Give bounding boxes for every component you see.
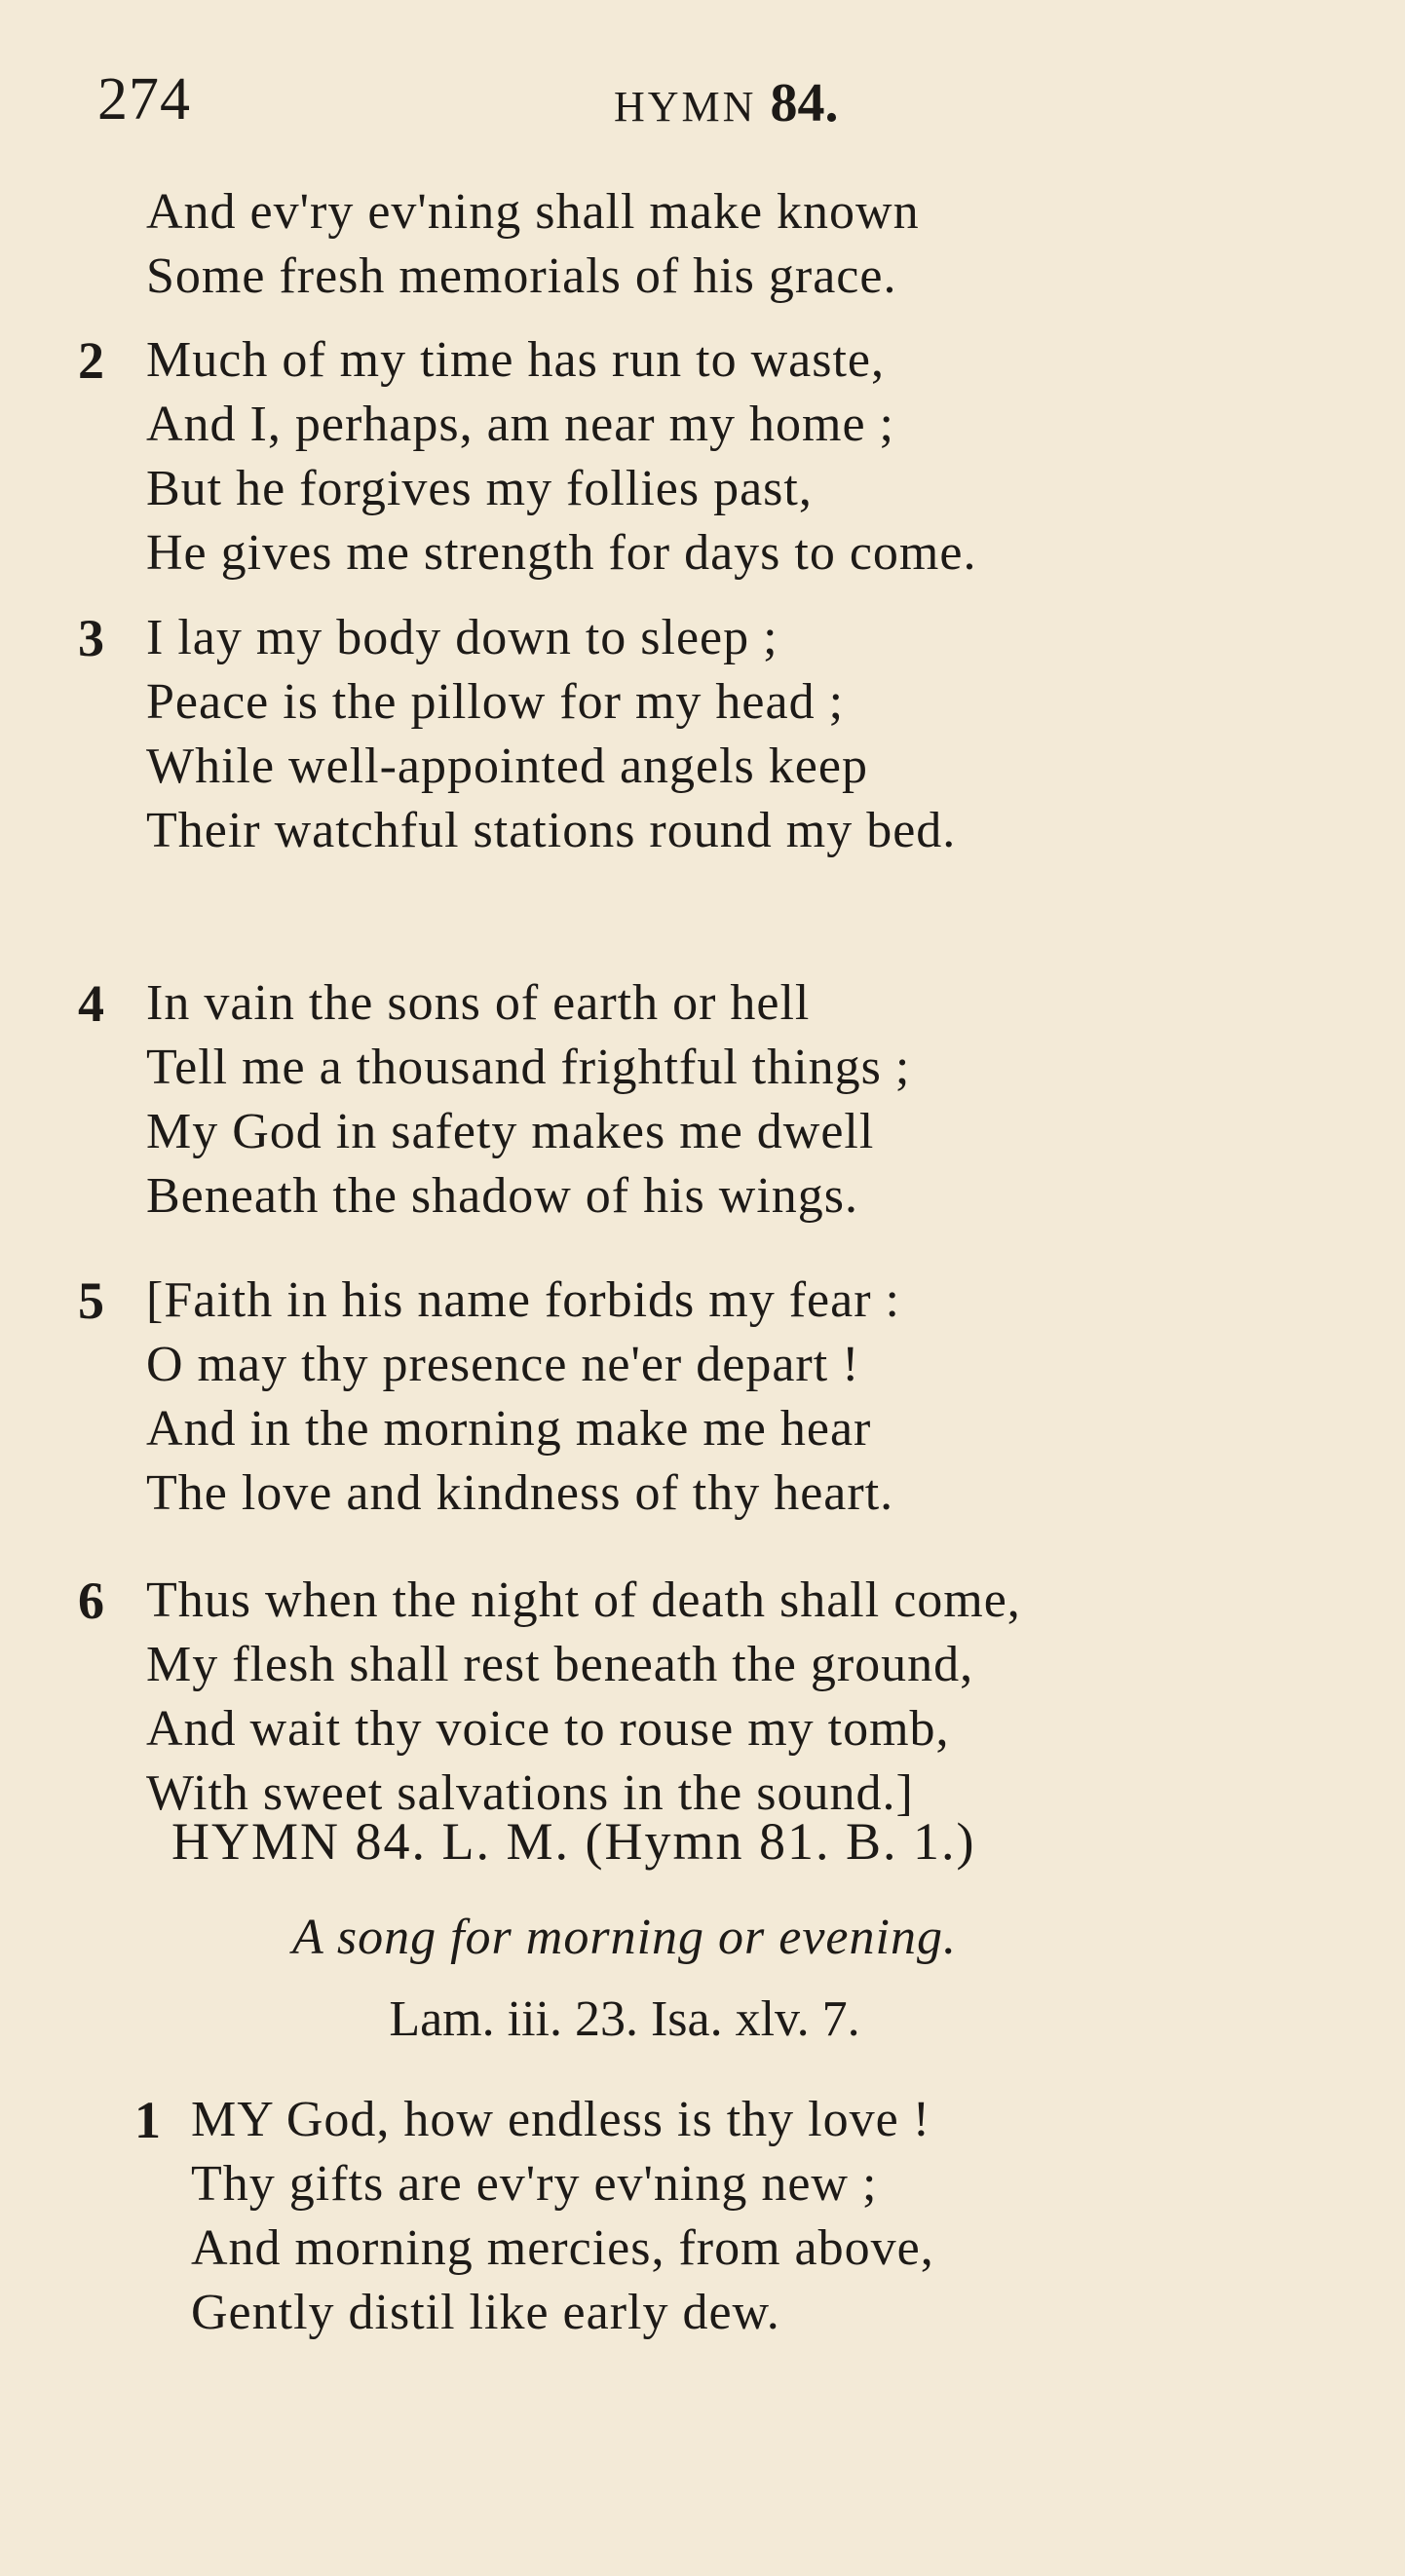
verse-line: In vain the sons of earth or hell <box>146 975 811 1031</box>
stanza-number: 3 <box>78 609 104 667</box>
verse-line: Thy gifts are ev'ry ev'ning new ; <box>191 2156 878 2212</box>
verse-line: Thus when the night of death shall come, <box>146 1572 1021 1628</box>
verse-line: And in the morning make me hear <box>146 1401 872 1457</box>
verse-line: And ev'ry ev'ning shall make known <box>146 184 920 240</box>
verse-line: My flesh shall rest beneath the ground, <box>146 1637 974 1692</box>
verse-line: With sweet salvations in the sound.] <box>146 1765 914 1821</box>
verse-line: Tell me a thousand frightful things ; <box>146 1040 911 1095</box>
verse-line: The love and kindness of thy heart. <box>146 1465 894 1521</box>
verse-line: And wait thy voice to rouse my tomb, <box>146 1701 950 1757</box>
running-title: HYMN 84. <box>614 73 839 133</box>
verse-line: While well-appointed angels keep <box>146 739 868 794</box>
verse-line: Beneath the shadow of his wings. <box>146 1168 859 1224</box>
scripture-reference: Lam. iii. 23. Isa. xlv. 7. <box>389 1991 860 2047</box>
stanza-number: 5 <box>78 1271 104 1330</box>
hymn-subtitle: A song for morning or evening. <box>292 1910 957 1965</box>
verse-line: Gently distil like early dew. <box>191 2285 780 2340</box>
verse-line: Their watchful stations round my bed. <box>146 803 957 858</box>
stanza-number: 4 <box>78 974 104 1033</box>
verse-line: O may thy presence ne'er depart ! <box>146 1337 860 1392</box>
verse-line: I lay my body down to sleep ; <box>146 610 778 665</box>
verse-line: And I, perhaps, am near my home ; <box>146 397 895 452</box>
verse-line: And morning mercies, from above, <box>191 2220 934 2276</box>
verse-line: Some fresh memorials of his grace. <box>146 248 897 304</box>
verse-line: But he forgives my follies past, <box>146 461 813 516</box>
verse-line: [Faith in his name forbids my fear : <box>146 1272 900 1328</box>
stanza-number: 6 <box>78 1572 104 1630</box>
stanza-number: 1 <box>134 2091 161 2149</box>
page-number: 274 <box>97 66 191 133</box>
verse-line: Much of my time has run to waste, <box>146 332 885 388</box>
running-header <box>0 60 1405 138</box>
stanza-number: 2 <box>78 331 104 390</box>
verse-line: Peace is the pillow for my head ; <box>146 674 845 730</box>
verse-line: My God in safety makes me dwell <box>146 1104 875 1159</box>
verse-line: He gives me strength for days to come. <box>146 525 977 581</box>
verse-line: MY God, how endless is thy love ! <box>191 2092 931 2147</box>
hymn-heading: HYMN 84. L. M. (Hymn 81. B. 1.) <box>171 1812 976 1871</box>
